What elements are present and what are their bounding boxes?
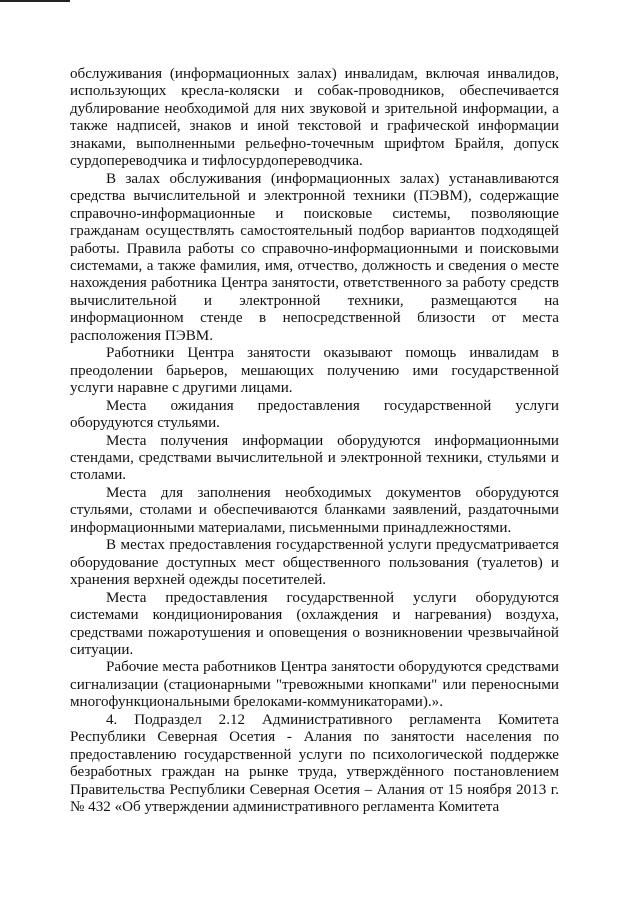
paragraph: Места ожидания предоставления государственной услуги оборудуются стульями.	[70, 397, 559, 432]
paragraph: В залах обслуживания (информационных залах) устанавливаются средства вычислительной и электронной техники (ПЭВМ), содержащие справочно-информационные и поисковые системы, позволяющие гражданам осуществлять самостоятельный подбор вариантов подходящей работы. Правила работы со справочно-информационными и поисковыми системами, а также фамилия, имя, отчество, должность и сведения о месте нахождения работника Центра занятости, ответственного за работу средств вычислительной и электронной техники, размещаются на информационном стенде в непосредственной близости от места расположения ПЭВМ.	[70, 170, 559, 344]
paragraph-numbered: 4. Подраздел 2.12 Административного регламента Комитета Республики Северная Осетия - Алания по занятости населения по предоставлению государственной услуги по психологической поддержке безработных граждан на рынке труда, утверждённого постановлением Правительства Республики Северная Осетия – Алания от 15 ноября 2013 г. № 432 «Об утверждении административного регламента Комитета	[70, 711, 559, 816]
paragraph: Места для заполнения необходимых документов оборудуются стульями, столами и обеспечиваются бланками заявлений, раздаточными информационными материалами, письменными принадлежностями.	[70, 484, 559, 536]
paragraph: обслуживания (информационных залах) инвалидам, включая инвалидов, использующих кресла-коляски и собак-проводников, обеспечивается дублирование необходимой для них звуковой и зрительной информации, а также надписей, знаков и иной текстовой и графической информации знаками, выполненными рельефно-точечным шрифтом Брайля, допуск сурдопереводчика и тифлосурдопереводчика.	[70, 66, 559, 170]
document-page	[70, 66, 559, 816]
paragraph: Места получения информации оборудуются информационными стендами, средствами вычислительной и электронной техники, стульями и столами.	[70, 432, 559, 484]
paragraph: В местах предоставления государственной услуги предусматривается оборудование доступных мест общественного пользования (туалетов) и хранения верхней одежды посетителей.	[70, 537, 559, 589]
top-rule	[0, 0, 70, 2]
paragraph: Рабочие места работников Центра занятости оборудуются средствами сигнализации (стационарными "тревожными кнопками" или переносными многофункциональными брелоками-коммуникаторами).».	[70, 659, 559, 711]
paragraph: Работники Центра занятости оказывают помощь инвалидам в преодолении барьеров, мешающих получению ими государственной услуги наравне с другими лицами.	[70, 345, 559, 397]
paragraph: Места предоставления государственной услуги оборудуются системами кондиционирования (охлаждения и нагревания) воздуха, средствами пожаротушения и оповещения о возникновении чрезвычайной ситуации.	[70, 589, 559, 658]
